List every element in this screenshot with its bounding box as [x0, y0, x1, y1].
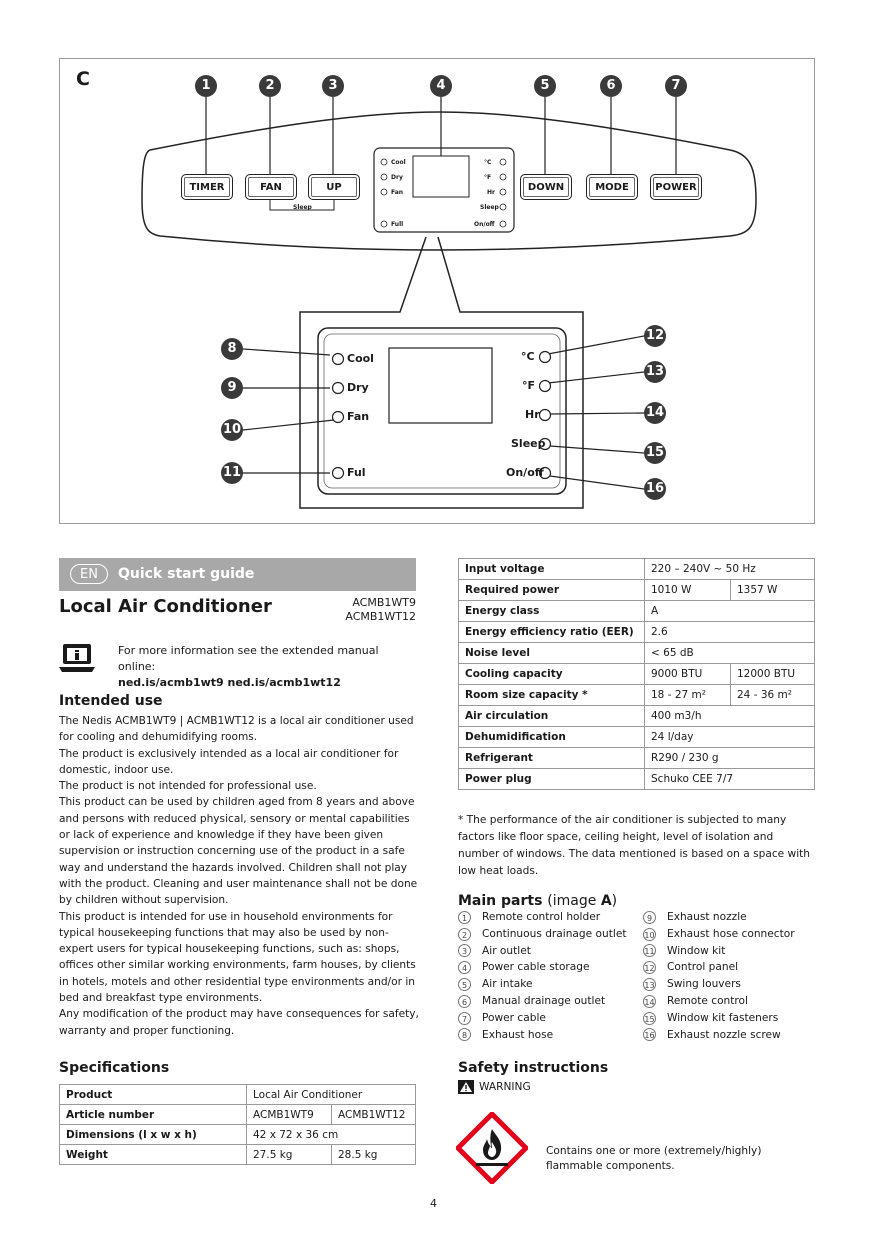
spec-key: Energy efficiency ratio (EER) [459, 622, 645, 643]
spec-value: Schuko CEE 7/7 [645, 769, 815, 790]
spec-key: Refrigerant [459, 748, 645, 769]
list-item [458, 909, 638, 926]
large-label-fan: Fan [347, 410, 370, 423]
spec-key: Room size capacity * [459, 685, 645, 706]
small-label-onoff: On/off [474, 221, 495, 228]
table-row [459, 580, 815, 601]
large-label-hr: Hr [525, 408, 540, 421]
spec-value: 18 - 27 m² [645, 685, 731, 706]
main-parts-sub: (image [547, 893, 601, 909]
table-row [459, 748, 815, 769]
callout-12: 12 [644, 325, 666, 347]
callout-2: 2 [259, 75, 281, 97]
spec-value: 42 x 72 x 36 cm [247, 1125, 416, 1145]
manual-info [118, 643, 418, 691]
list-item [643, 926, 815, 943]
power-button: POWER [650, 174, 702, 200]
table-row [459, 664, 815, 685]
spec-value: A [645, 601, 815, 622]
table-row [459, 601, 815, 622]
table-row [459, 706, 815, 727]
spec-value: 12000 BTU [731, 664, 815, 685]
model-codes [345, 596, 416, 624]
model-code: ACMB1WT12 [345, 610, 416, 623]
table-row [459, 622, 815, 643]
spec-value: 400 m3/h [645, 706, 815, 727]
part-number: 9 [643, 911, 656, 924]
table-row [60, 1085, 416, 1105]
main-parts-title: Main parts [458, 893, 543, 909]
part-label: Window kit [667, 944, 726, 957]
part-label: Swing louvers [667, 978, 741, 991]
parts-list-left [458, 909, 638, 1043]
intended-use-text [59, 713, 419, 1039]
spec-key: Energy class [459, 601, 645, 622]
part-label: Control panel [667, 961, 739, 974]
table-row [459, 643, 815, 664]
part-label: Exhaust nozzle screw [667, 1028, 781, 1041]
part-label: Exhaust nozzle [667, 911, 747, 923]
callout-3: 3 [322, 75, 344, 97]
spec-key: Noise level [459, 643, 645, 664]
main-parts-sub-end: ) [611, 893, 618, 909]
part-number: 3 [458, 944, 471, 957]
intended-use-heading: Intended use [59, 693, 163, 709]
part-label: Continuous drainage outlet [482, 927, 627, 940]
part-label: Remote control holder [482, 911, 601, 923]
spec-value: ACMB1WT9 [247, 1105, 332, 1125]
callout-1: 1 [195, 75, 217, 97]
model-code: ACMB1WT9 [352, 596, 416, 609]
list-item [458, 1027, 638, 1044]
specifications-heading: Specifications [59, 1060, 170, 1076]
small-label-fan: Fan [391, 189, 404, 196]
paragraph: This product is intended for use in household environments for typical housekeeping functions that may also be used by non-expert users for typical housekeeping functions, such as: shops, offices other similar working environments, farm houses, by clients in hotels, motels and other residential type environments and/or in bed and breakfast type environments. [59, 910, 416, 1005]
spec-value: 27.5 kg [247, 1145, 332, 1165]
technical-table [458, 558, 815, 790]
small-label-celsius: °C [484, 159, 492, 166]
callout-14: 14 [644, 402, 666, 424]
flammable-text: Contains one or more (extremely/highly) flammable components. [546, 1145, 762, 1172]
small-label-dry: Dry [391, 174, 403, 181]
part-number: 7 [458, 1012, 471, 1025]
small-label-fahrenheit: °F [484, 174, 492, 181]
spec-key: Weight [60, 1145, 247, 1165]
spec-value: 1010 W [645, 580, 731, 601]
part-label: Manual drainage outlet [482, 994, 606, 1007]
callout-6: 6 [600, 75, 622, 97]
spec-value: 2.6 [645, 622, 815, 643]
large-label-onoff: On/off [506, 466, 544, 479]
table-row [459, 769, 815, 790]
list-item [458, 976, 638, 993]
table-row [459, 727, 815, 748]
spec-key: Power plug [459, 769, 645, 790]
callout-8: 8 [221, 338, 243, 360]
large-label-cool: Cool [347, 352, 374, 365]
warning-icon [458, 1080, 474, 1094]
part-label: Window kit fasteners [667, 1011, 779, 1024]
list-item [458, 959, 638, 976]
warning-row [458, 1080, 531, 1094]
part-label: Exhaust hose [482, 1028, 554, 1041]
performance-note: * The performance of the air conditioner is subjected to many factors like floor space, ceiling height, level of isolation and number of windows. The data mentioned is based on a space with low heat loads. [458, 814, 811, 877]
large-label-fahrenheit: °F [522, 379, 536, 392]
spec-key: Input voltage [459, 559, 645, 580]
part-number: 8 [458, 1028, 471, 1041]
list-item [643, 1010, 815, 1027]
part-number: 15 [643, 1012, 656, 1025]
callout-16: 16 [644, 478, 666, 500]
callout-13: 13 [644, 361, 666, 383]
flammable-icon [456, 1112, 528, 1184]
page-number: 4 [430, 1197, 437, 1210]
large-label-dry: Dry [347, 381, 369, 394]
part-number: 6 [458, 995, 471, 1008]
list-item [458, 926, 638, 943]
table-row [60, 1105, 416, 1125]
part-number: 1 [458, 911, 471, 924]
spec-value: 1357 W [731, 580, 815, 601]
part-number: 13 [643, 978, 656, 991]
up-button: UP [308, 174, 360, 200]
small-label-cool: Cool [391, 159, 406, 166]
table-row [60, 1145, 416, 1165]
spec-value: 24 l/day [645, 727, 815, 748]
list-item [643, 959, 815, 976]
callout-5: 5 [534, 75, 556, 97]
part-number: 4 [458, 961, 471, 974]
part-number: 16 [643, 1028, 656, 1041]
callout-10: 10 [221, 419, 243, 441]
table-row [459, 685, 815, 706]
down-button: DOWN [520, 174, 572, 200]
spec-value: 24 - 36 m² [731, 685, 815, 706]
small-label-sleep: Sleep [480, 204, 499, 211]
spec-value: R290 / 230 g [645, 748, 815, 769]
callout-11: 11 [221, 462, 243, 484]
warning-label: WARNING [479, 1081, 531, 1093]
quick-start-title: Quick start guide [118, 566, 255, 582]
paragraph: The Nedis ACMB1WT9 | ACMB1WT12 is a local air conditioner used for cooling and dehumidifying rooms. [59, 715, 414, 744]
language-badge: EN [70, 564, 108, 584]
spec-key: Dimensions (l x w x h) [60, 1125, 247, 1145]
part-number: 11 [643, 944, 656, 957]
manual-laptop-icon [59, 643, 95, 673]
part-number: 12 [643, 961, 656, 974]
manual-info-line: For more information see the extended manual online: [118, 644, 379, 673]
part-number: 10 [643, 928, 656, 941]
list-item [458, 993, 638, 1010]
sleep-tag: Sleep [293, 204, 312, 211]
spec-value: 220 – 240V ~ 50 Hz [645, 559, 815, 580]
product-title: Local Air Conditioner [59, 596, 272, 617]
list-item [643, 909, 815, 926]
large-label-celsius: °C [521, 350, 535, 363]
part-label: Power cable [482, 1011, 546, 1024]
part-label: Power cable storage [482, 961, 590, 974]
large-label-ful: Ful [347, 466, 366, 479]
callout-9: 9 [221, 377, 243, 399]
spec-key: Article number [60, 1105, 247, 1125]
spec-key: Required power [459, 580, 645, 601]
paragraph: Any modification of the product may have consequences for safety, warranty and proper functioning. [59, 1008, 419, 1037]
main-parts-heading [458, 893, 617, 909]
figure-letter: C [76, 68, 90, 90]
spec-value: 28.5 kg [332, 1145, 416, 1165]
mode-button: MODE [586, 174, 638, 200]
small-label-hr: Hr [487, 189, 495, 196]
part-label: Air outlet [482, 944, 531, 957]
fan-button: FAN [245, 174, 297, 200]
part-label: Air intake [482, 978, 533, 991]
spec-key: Air circulation [459, 706, 645, 727]
small-label-full: Full [391, 221, 404, 228]
main-parts-letter: A [600, 893, 612, 909]
paragraph: This product can be used by children aged from 8 years and above and persons with reduced physical, sensory or mental capabilities or lack of experience and knowledge if they have been given supervision or instruction concerning use of the product in a safe way and understand the hazards involved. Children shall not play with the product. Cleaning and user maintenance shall not be done by children without supervision. [59, 796, 418, 907]
spec-key: Product [60, 1085, 247, 1105]
large-label-sleep: Sleep [511, 437, 546, 450]
callout-4: 4 [430, 75, 452, 97]
timer-button: TIMER [181, 174, 233, 200]
list-item [458, 943, 638, 960]
part-number: 5 [458, 978, 471, 991]
callout-7: 7 [665, 75, 687, 97]
list-item [643, 976, 815, 993]
manual-links[interactable]: ned.is/acmb1wt9 ned.is/acmb1wt12 [118, 676, 341, 689]
callout-15: 15 [644, 442, 666, 464]
spec-value: 9000 BTU [645, 664, 731, 685]
list-item [643, 943, 815, 960]
specifications-table [59, 1084, 416, 1165]
part-number: 2 [458, 928, 471, 941]
part-label: Exhaust hose connector [667, 927, 795, 940]
list-item [643, 1027, 815, 1044]
spec-key: Cooling capacity [459, 664, 645, 685]
part-label: Remote control [667, 994, 748, 1007]
table-row [60, 1125, 416, 1145]
spec-value: Local Air Conditioner [247, 1085, 416, 1105]
spec-value: ACMB1WT12 [332, 1105, 416, 1125]
list-item [643, 993, 815, 1010]
paragraph: The product is not intended for professional use. [59, 780, 317, 793]
parts-list-right [643, 909, 815, 1043]
list-item [458, 1010, 638, 1027]
part-number: 14 [643, 995, 656, 1008]
paragraph: The product is exclusively intended as a local air conditioner for domestic, indoor use. [59, 747, 399, 776]
spec-key: Dehumidification [459, 727, 645, 748]
safety-heading: Safety instructions [458, 1060, 609, 1076]
spec-value: < 65 dB [645, 643, 815, 664]
table-row [459, 559, 815, 580]
